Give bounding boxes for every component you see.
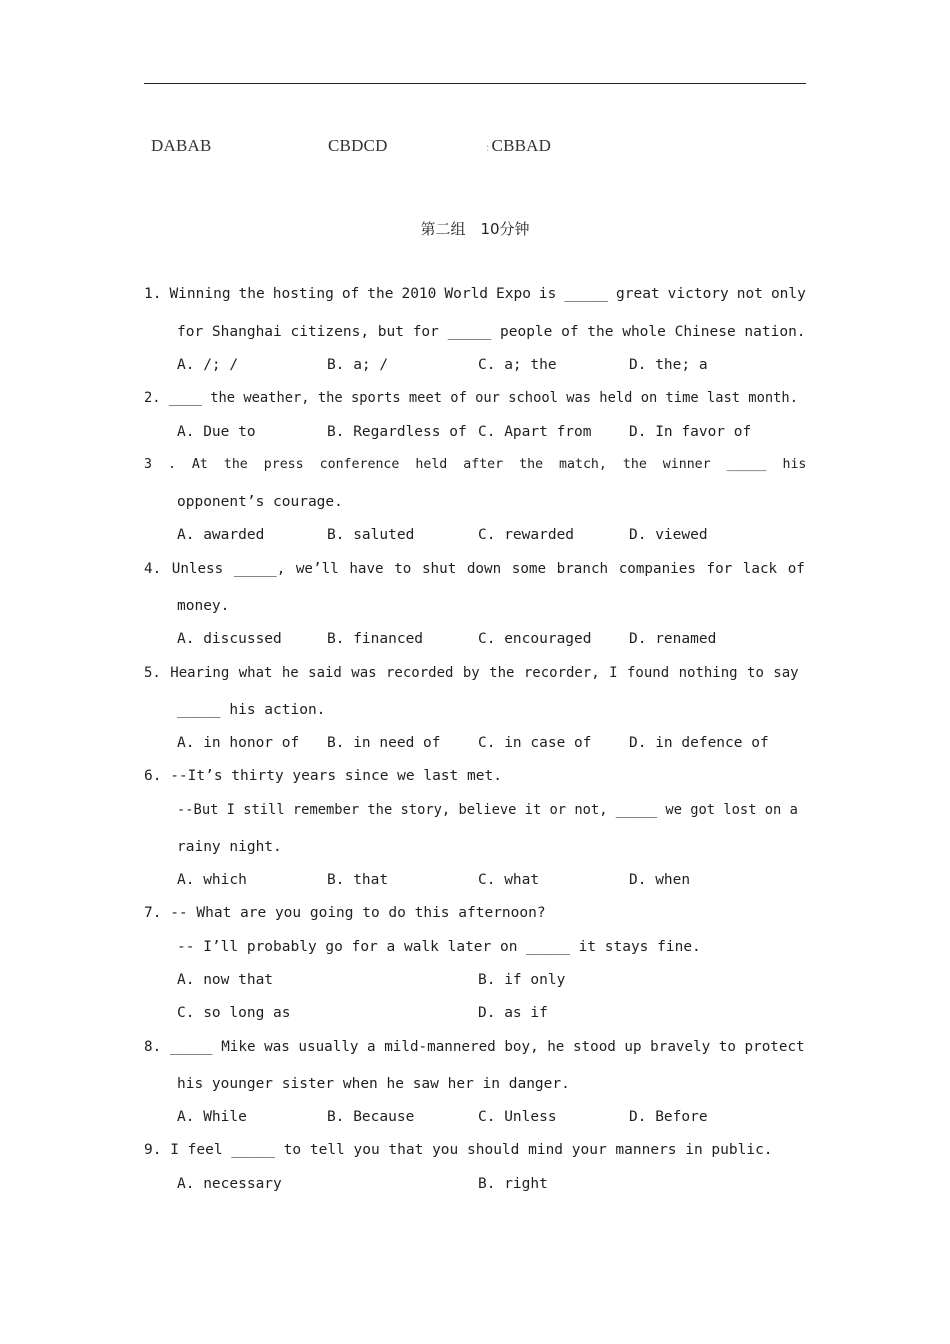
question-4-option-c: C. encouraged [478,631,592,647]
question-1-word: not [736,286,763,302]
header-rule [144,83,806,84]
question-4-option-d: D. renamed [629,631,717,647]
question-6-option-c: C. what [478,872,540,888]
question-2-option-b: B. Regardless of [327,424,467,440]
question-6-line-2: --But I still remember the story, believe it or not, _____ we got lost on a [177,802,798,818]
question-1-word: Winning [169,286,231,302]
question-3-option-c: C. rewarded [478,527,575,543]
question-5-option-a: A. in honor of [177,735,300,751]
question-3-line-2: opponent’s courage. [177,494,343,510]
answer-key-marker: : [486,140,490,154]
question-5-option-d: D. in defence of [629,735,769,751]
question-7-option-d: D. as if [478,1005,548,1021]
question-7-line-1: 7. -- What are you going to do this afternoon? [144,905,546,921]
question-3-option-d: D. viewed [629,527,708,543]
question-1-option-a: A. /; / [177,357,239,373]
question-1-word: 2010 [401,286,437,302]
question-7-option-b: B. if only [478,972,566,988]
question-1-word: is [538,286,557,302]
question-8-option-a: A. While [177,1109,247,1125]
question-8-line-1: 8. _____ Mike was usually a mild-mannered boy, he stood up bravely to protect [144,1039,805,1055]
question-1-option-c: C. a; the [478,357,557,373]
question-6-option-a: A. which [177,872,247,888]
question-4-line-1: 4. Unless _____, we’ll have to shut down some branch companies for lack of [144,561,805,577]
question-6-line-3: rainy night. [177,839,282,855]
answer-key-group1: DABAB [151,136,212,155]
question-1-word: victory [667,286,729,302]
question-7-option-c: C. so long as [177,1005,291,1021]
question-1-word: Expo [496,286,531,302]
question-1-word: the [367,286,394,302]
question-2-line-1: 2. ____ the weather, the sports meet of our school was held on time last month. [144,390,798,406]
question-6-line-1: 6. --It’s thirty years since we last met. [144,768,502,784]
question-9-option-b: B. right [478,1176,548,1192]
question-9-option-a: A. necessary [177,1176,282,1192]
question-4-option-b: B. financed [327,631,424,647]
answer-key-group3-wrap [486,136,551,156]
question-1-word: only [770,286,806,302]
question-2-option-c: C. Apart from [478,424,592,440]
question-9-line-1: 9. I feel _____ to tell you that you should mind your manners in public. [144,1142,773,1158]
question-1-word: great [616,286,660,302]
question-3-option-b: B. saluted [327,527,415,543]
question-2-option-d: D. In favor of [629,424,752,440]
question-8-line-2: his younger sister when he saw her in danger. [177,1076,570,1092]
question-7-option-a: A. now that [177,972,274,988]
question-5-option-b: B. in need of [327,735,441,751]
question-8-option-d: D. Before [629,1109,708,1125]
question-2-option-a: A. Due to [177,424,256,440]
question-4-line-2: money. [177,598,230,614]
question-1-word: hosting [272,286,334,302]
question-8-option-c: C. Unless [478,1109,557,1125]
answer-key-group2: CBDCD [328,136,388,155]
question-1-word: 1. [144,286,162,302]
question-1-line-1 [144,286,806,302]
question-5-line-1: 5. Hearing what he said was recorded by the recorder, I found nothing to say [144,665,799,681]
question-6-option-d: D. when [629,872,691,888]
question-4-option-a: A. discussed [177,631,282,647]
answer-key-group3: CBBAD [491,136,552,155]
question-1-word: _____ [564,286,609,302]
question-1-word: the [238,286,265,302]
question-1-line-2: for Shanghai citizens, but for _____ people of the whole Chinese nation. [177,324,806,340]
question-7-line-2: -- I’ll probably go for a walk later on _____ it stays fine. [177,939,701,955]
question-1-word: World [444,286,489,302]
question-1-word: of [341,286,360,302]
question-3-line-1: 3 . At the press conference held after the match, the winner _____ his [144,457,807,472]
question-3-option-a: A. awarded [177,527,265,543]
section-heading: 第二组 10分钟 [420,220,530,238]
question-1-option-d: D. the; a [629,357,708,373]
question-5-option-c: C. in case of [478,735,592,751]
question-5-line-2: _____ his action. [177,702,326,718]
question-6-option-b: B. that [327,872,389,888]
question-8-option-b: B. Because [327,1109,415,1125]
question-1-option-b: B. a; / [327,357,389,373]
